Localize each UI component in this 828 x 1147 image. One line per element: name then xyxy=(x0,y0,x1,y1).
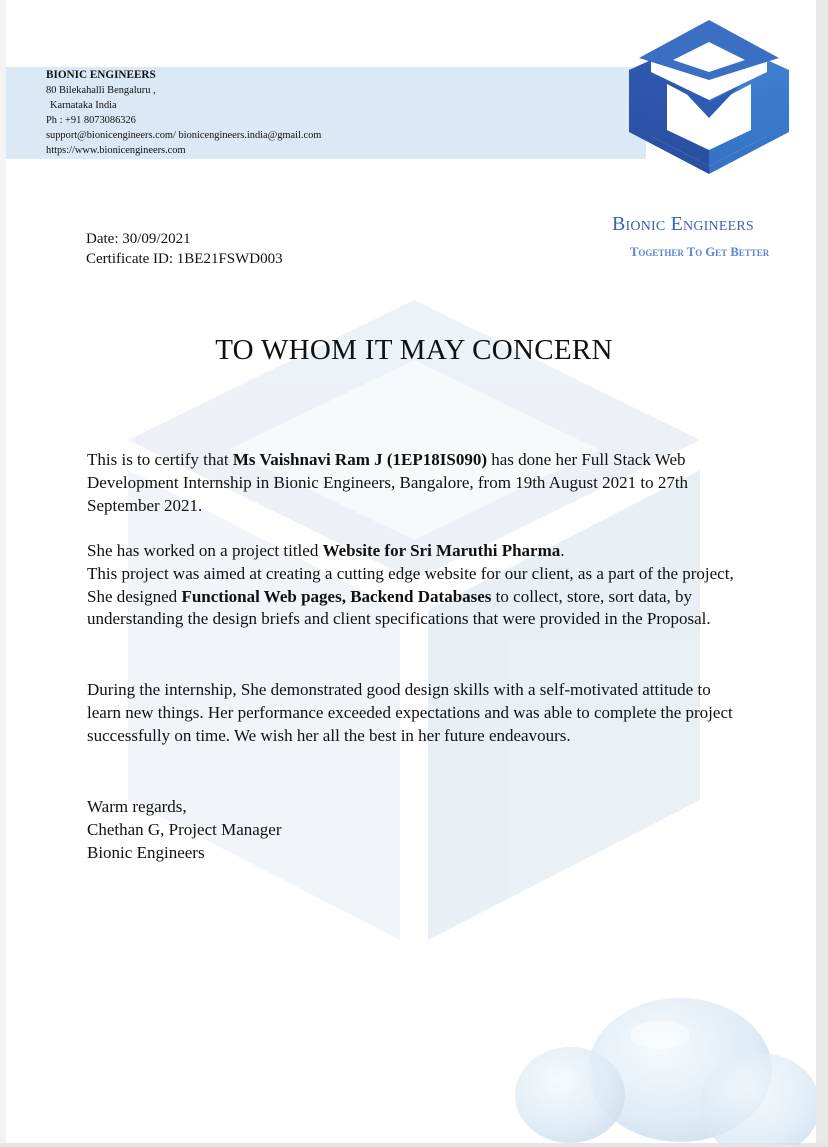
paragraph-project xyxy=(87,540,747,631)
para2-text-4: to collect, store, sort data, by understanding the design briefs and client specifications that were provided in the Proposal. xyxy=(87,586,711,629)
signoff-block xyxy=(87,795,282,864)
paragraph-performance: During the internship, She demonstrated good design skills with a self-motivated attitude to learn new things. Her performance exceeded expectations and was able to complete the project successfully on time. We wish her all the best in her future endeavours. xyxy=(87,680,733,745)
project-title: Website for Sri Maruthi Pharma xyxy=(322,541,561,560)
email-addresses: support@bionicengineers.com/ bionicengineers.india@gmail.com xyxy=(46,130,322,141)
company-address-block xyxy=(46,68,321,158)
address-line-1: 80 Bilekahalli Bengaluru , xyxy=(46,85,156,96)
para2-text-2: . xyxy=(560,541,565,560)
letter-heading: TO WHOM IT MAY CONCERN xyxy=(215,334,613,366)
certificate-id: Certificate ID: 1BE21FSWD003 xyxy=(86,251,283,267)
certificate-meta xyxy=(86,229,283,269)
intern-name-usn: Ms Vaishnavi Ram J (1EP18IS090) xyxy=(232,450,487,469)
phone-number: Ph : +91 8073086326 xyxy=(46,115,136,126)
certificate-date: Date: 30/09/2021 xyxy=(86,231,191,247)
signatory-organization: Bionic Engineers xyxy=(87,843,205,862)
website-url: https://www.bionicengineers.com xyxy=(46,145,186,156)
para1-text-1: This is to certify that xyxy=(87,450,233,469)
bionic-engineers-cube-logo xyxy=(627,18,791,176)
para2-text-1: She has worked on a project titled xyxy=(87,541,323,560)
brand-title: Bionic Engineers xyxy=(612,213,754,235)
decorative-bubbles xyxy=(510,975,816,1145)
company-name: BIONIC ENGINEERS xyxy=(46,69,156,81)
closing-line: Warm regards, xyxy=(87,797,187,816)
para2-text-3: This project was aimed at creating a cutting edge website for our client, as a part of the project, She designed xyxy=(87,563,734,606)
paragraph-certification xyxy=(87,449,747,517)
project-deliverables: Functional Web pages, Backend Databases xyxy=(181,586,492,606)
address-line-2: Karnataka India xyxy=(50,100,117,111)
para1-text-2: has done her Full Stack Web Development Internship in Bionic Engineers, Bangalore, from 19th August 2021 to 27th September 2021. xyxy=(87,450,689,515)
brand-tagline: Together To Get Better xyxy=(630,245,770,259)
signatory-name-title: Chethan G, Project Manager xyxy=(87,820,282,839)
